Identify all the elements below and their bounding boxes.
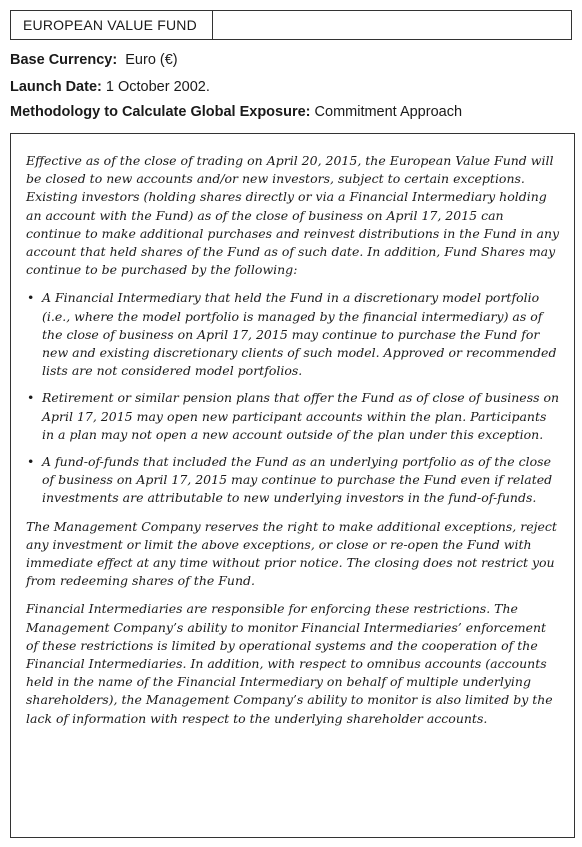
management-rights-paragraph: The Management Company reserves the right to make additional exceptions, reject any investment or limit the above exceptions, or close or re-open the Fund with immediate effect at any time without prior notice. The closing does not restrict you from redeeming shares of the Fund. (26, 518, 557, 589)
exception-text: A Financial Intermediary that held the Fund in a discretionary model portfolio (i.e., where the model portfolio is managed by the financial intermediary) as of the close of business on April 17, 2015 may continue to purchase the Fund for new and existing discretionary clients of such model. Approved or recommended lists are not considered model portfolios. (42, 290, 557, 379)
fund-title-empty-cell (213, 11, 571, 39)
list-item (26, 289, 560, 380)
exceptions-list (26, 289, 560, 507)
methodology-value: Commitment Approach (314, 104, 463, 120)
launch-date-value: 1 October 2002. (105, 79, 210, 95)
closure-notice-box (10, 133, 575, 838)
methodology-label: Methodology to Calculate Global Exposure: (10, 104, 311, 120)
fund-title-table (10, 10, 572, 40)
exception-text: Retirement or similar pension plans that offer the Fund as of close of business on April 17, 2015 may open new participant accounts within the plan. Participants in a plan may not open a new account outside of the plan under this exception. (42, 390, 560, 442)
list-item (26, 389, 560, 444)
bullet-icon: • (27, 390, 35, 406)
base-currency-value: Euro (€) (125, 52, 178, 68)
list-item (26, 453, 560, 508)
notice-intro: Effective as of the close of trading on April 20, 2015, the European Value Fund will be closed to new accounts and/or new investors, subject to certain exceptions. Existing investors (holding shares directly or via a Financial Intermediary holding an account with the Fund) as of the close of business on April 17, 2015 can continue to make additional purchases and reinvest distributions in the Fund in any account that held shares of the Fund as of such date. In addition, Fund Shares may continue to be purchased by the following: (26, 153, 560, 278)
exception-text: A fund-of-funds that included the Fund as an underlying portfolio as of the close of business on April 17, 2015 may continue to purchase the Fund even if related investments are attributable to new underlying investors in the fund-of-funds. (42, 454, 553, 506)
bullet-icon: • (27, 454, 35, 470)
bullet-icon: • (27, 290, 35, 306)
base-currency-label: Base Currency: (10, 52, 118, 68)
fund-title: EUROPEAN VALUE FUND (11, 11, 213, 39)
launch-date-label: Launch Date: (10, 79, 102, 95)
methodology-row (10, 102, 462, 122)
intermediaries-paragraph: Financial Intermediaries are responsible for enforcing these restrictions. The Management Company’s ability to monitor Financial Intermediaries’ enforcement of these restrictions is limited by operational systems and the cooperation of the Financial Intermediaries. In addition, with respect to omnibus accounts (accounts held in the name of the Financial Intermediary on behalf of multiple underlying shareholders), the Management Company’s ability to monitor is also limited by the lack of information with respect to the underlying shareholder accounts. (26, 601, 553, 726)
base-currency-row (10, 50, 178, 70)
launch-date-row (10, 77, 210, 97)
